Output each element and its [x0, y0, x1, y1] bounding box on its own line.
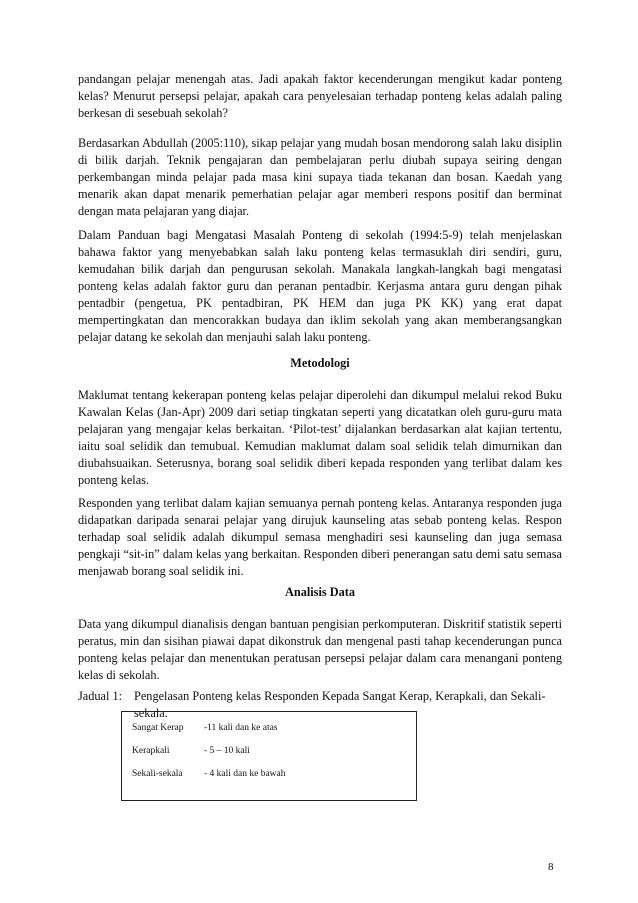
category-label: Sangat Kerap [132, 723, 184, 733]
paragraph-abdullah: Berdasarkan Abdullah (2005:110), sikap pelajar yang mudah bosan mendorong salah laku disiplin di bilik darjah. Teknik pengajaran dan pembelajaran perlu diubah supaya seiring dengan perkembangan minda pelajar pada masa kini supaya tiada tekanan dan bosan. Kaedah yang menarik akan dapat menarik pemerhatian pelajar agar memberi respons positif dan berminat dengan mata pelajaran yang diajar. [78, 136, 562, 218]
category-range: - 5 – 10 kali [204, 746, 250, 756]
heading-analisis-data: Analisis Data [284, 585, 356, 599]
table-row [132, 722, 278, 734]
table-caption-line2: sekala. [134, 706, 168, 720]
category-range: -11 kali dan ke atas [204, 723, 278, 733]
paragraph-panduan: Dalam Panduan bagi Mengatasi Masalah Ponteng di sekolah (1994:5-9) telah menjelaskan bahawa faktor yang menyebabkan salah laku ponteng kelas termasuklah diri sendiri, guru, kemudahan bilik darjah dan pengurusan sekolah. Manakala langkah-langkah bagi mengatasi ponteng kelas adalah faktor guru dan peranan pentadbir. Kerjasma antara guru dengan pihak pentadbir (pengetua, PK pentadbiran, PK HEM dan juga PK KK) yang erat dapat mempertingkatan dan mencorakkan budaya dan iklim sekolah yang akan memberangsangkan pelajar datang ke sekolah dan menjauhi salah laku ponteng. [78, 228, 562, 344]
paragraph-intro: pandangan pelajar menengah atas. Jadi apakah faktor kecenderungan mengikut kadar ponteng kelas? Menurut persepsi pelajar, apakah cara penyelesaian terhadap ponteng kelas adalah paling berkesan di sesebuah sekolah? [78, 72, 562, 120]
heading-metodologi: Metodologi [290, 356, 350, 370]
paragraph-data-analysis: Data yang dikumpul dianalisis dengan bantuan pengisian perkomputeran. Diskritif statistik seperti peratus, min dan sisihan piawai dapat dikonstruk dan mengenal pasti tahap kecenderungan punca ponteng kelas pelajar dan menentukan peratusan persepsi pelajar dalam cara menangani ponteng kelas di sekolah. [78, 617, 562, 682]
category-label: Kerapkali [132, 746, 170, 756]
table-row [132, 745, 250, 757]
page-number: 8 [548, 861, 554, 873]
classification-table [121, 711, 417, 801]
category-range: - 4 kali dan ke bawah [204, 769, 286, 779]
paragraph-maklumat: Maklumat tentang kekerapan ponteng kelas pelajar diperolehi dan dikumpul melalui rekod Buku Kawalan Kelas (Jan-Apr) 2009 dari setiap tingkatan seperti yang dicatatkan oleh guru-guru mata pelajaran yang mengajar kelas berkaitan. ‘Pilot-test’ dijalankan berdasarkan alat kajian tertentu, iaitu soal selidik dan temubual. Kemudian maklumat dalam soal selidik telah dimurnikan dan diubahsuaikan. Seterusnya, borang soal selidik diberi kepada responden yang terlibat dalam kes ponteng kelas. [78, 388, 562, 487]
category-label: Sekali-sekala [132, 769, 183, 779]
table-row [132, 768, 286, 780]
table-caption-label: Jadual 1: [78, 689, 123, 703]
paragraph-responden: Responden yang terlibat dalam kajian semuanya pernah ponteng kelas. Antaranya responden juga didapatkan daripada senarai pelajar yang dirujuk kaunseling atas sebab ponteng kelas. Respon terhadap soal selidik adalah dikumpul semasa menghadiri sesi kaunseling dan juga semasa pengkaji “sit-in” dalam kelas yang berkaitan. Responden diberi penerangan satu demi satu semasa menjawab borang soal selidik ini. [78, 496, 562, 578]
table-caption-line1: Pengelasan Ponteng kelas Responden Kepada Sangat Kerap, Kerapkali, dan Sekali- [134, 689, 546, 703]
